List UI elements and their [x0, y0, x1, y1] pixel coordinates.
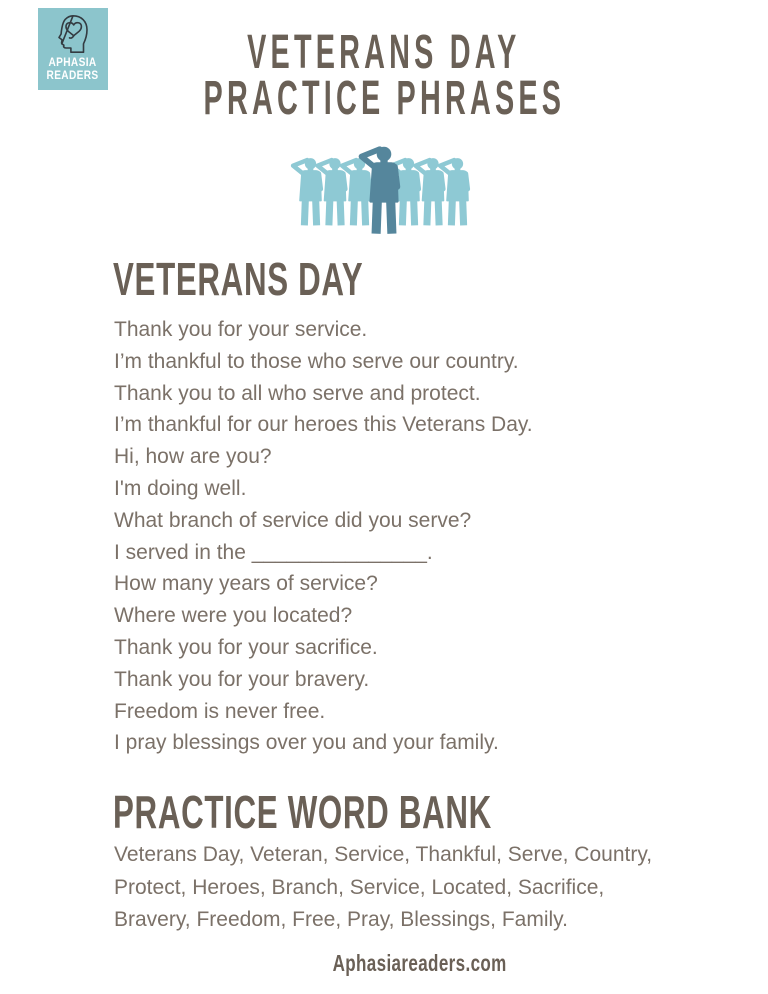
- saluting-soldiers-illustration: [0, 141, 768, 243]
- logo-line-1: APHASIA: [48, 57, 98, 69]
- phrase-line: I served in the _______________.: [114, 540, 433, 564]
- phrase-line: Thank you for your sacrifice.: [114, 635, 378, 659]
- phrase-line: Where were you located?: [114, 604, 353, 628]
- phrase-line: I’m thankful for our heroes this Veterans Day.: [114, 413, 533, 437]
- section-heading-word-bank: PRACTICE WORD BANK: [113, 786, 492, 838]
- phrase-line: Hi, how are you?: [114, 445, 272, 469]
- phrase-line: What branch of service did you serve?: [114, 508, 472, 532]
- phrase-line: How many years of service?: [114, 572, 378, 596]
- page-title-line-2: PRACTICE PHRASES: [203, 72, 565, 125]
- section-heading-veterans-day: VETERANS DAY: [113, 253, 364, 305]
- phrase-line: I’m thankful to those who serve our country.: [114, 349, 519, 373]
- footer: [0, 950, 768, 977]
- logo-line-2: READERS: [47, 69, 99, 82]
- word-bank-text: Veterans Day, Veteran, Service, Thankful, Serve, Country, Protect, Heroes, Branch, Service, Located, Sacrifice, Bravery, Freedom, Free, Pray, Blessings, Family.: [114, 843, 653, 932]
- phrase-line: I pray blessings over you and your family.: [114, 731, 499, 755]
- website-url: Aphasiareaders.com: [332, 950, 508, 976]
- phrase-line: Freedom is never free.: [114, 699, 326, 723]
- phrase-line: Thank you to all who serve and protect.: [114, 381, 481, 405]
- page-title: [0, 26, 768, 125]
- phrase-line: I'm doing well.: [114, 476, 247, 500]
- phrase-line: Thank you for your service.: [114, 318, 368, 341]
- page-title-line-1: VETERANS DAY: [247, 26, 521, 79]
- phrase-line: Thank you for your bravery.: [114, 667, 370, 691]
- phrase-list: [114, 314, 533, 759]
